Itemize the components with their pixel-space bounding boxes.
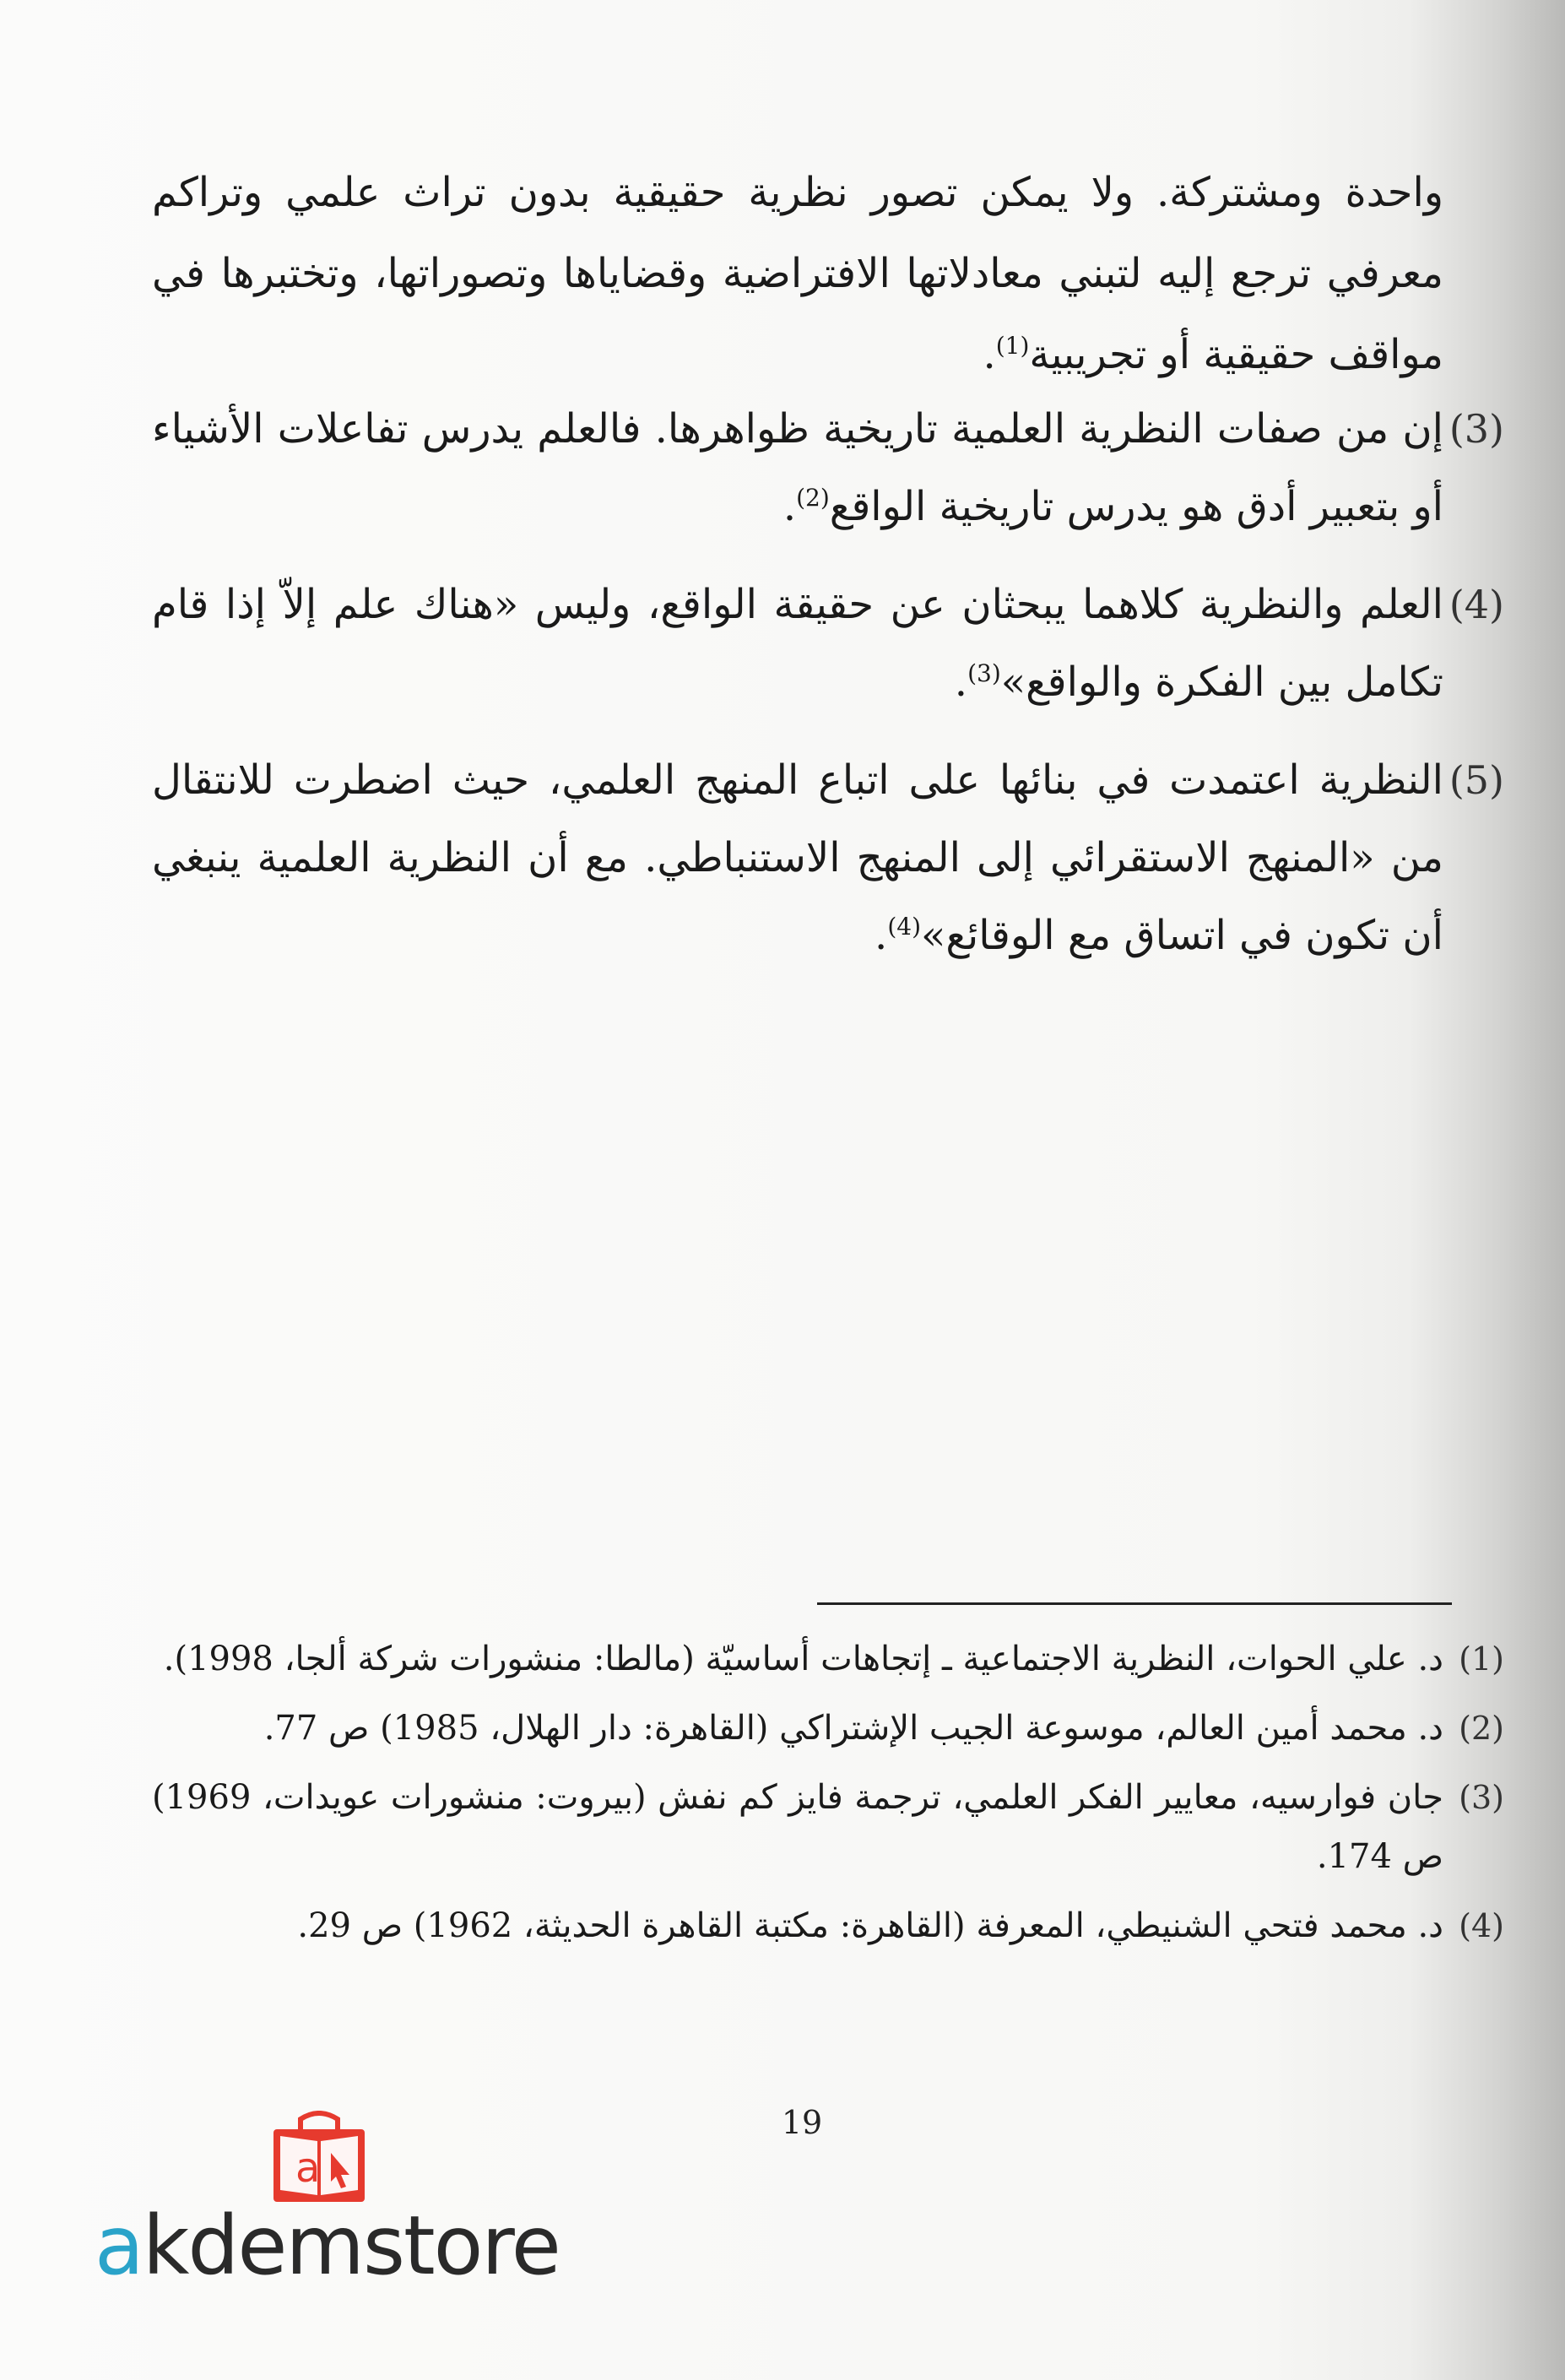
item-text: العلم والنظرية كلاهما يبحثان عن حقيقة الواقع، وليس «هناك علم إلاّ إذا قام تكامل بين الفكرة والواقع»	[152, 581, 1443, 706]
intro-paragraph	[152, 152, 1443, 395]
numbered-item-5	[152, 741, 1504, 974]
period: .	[983, 331, 996, 378]
akdemstore-logo	[95, 2111, 560, 2293]
item-text: النظرية اعتمدت في بنائها على اتباع المنهج العلمي، حيث اضطرت للانتقال من «المنهج الاستقرائي إلى المنهج الاستنباطي. مع أن النظرية العلمية ينبغي أن تكون في اتساق مع الوقائع»	[152, 756, 1444, 959]
item-number: (3)	[1449, 406, 1504, 452]
footnote-ref-4: (4)	[887, 913, 922, 941]
period: .	[875, 912, 888, 959]
footnote	[152, 1768, 1504, 1886]
footnote-ref-1: (1)	[995, 332, 1030, 360]
logo-word-rest: kdemstore	[142, 2198, 560, 2293]
book-cart-icon	[268, 2111, 370, 2205]
footnote-divider	[817, 1602, 1452, 1605]
numbered-item-4	[152, 566, 1504, 721]
icon-letter: a	[295, 2144, 321, 2192]
footnote-number: (4)	[1459, 1907, 1504, 1944]
footnote	[152, 1699, 1504, 1758]
footnote	[152, 1896, 1504, 1955]
footnote-text: د. محمد فتحي الشنيطي، المعرفة (القاهرة: مكتبة القاهرة الحديثة، 1962) ص 29.	[297, 1906, 1443, 1945]
period: .	[782, 483, 797, 530]
footnote-text: د. علي الحوات، النظرية الاجتماعية ـ إتجاهات أساسيّة (مالطا: منشورات شركة ألجا، 1998).	[163, 1640, 1443, 1678]
numbered-item-3	[152, 390, 1504, 545]
period: .	[954, 659, 968, 706]
footnote-ref-2: (2)	[796, 484, 830, 512]
footnote-number: (2)	[1459, 1710, 1504, 1747]
page-number: 19	[781, 2104, 823, 2141]
footnote-text: د. محمد أمين العالم، موسوعة الجيب الإشتراكي (القاهرة: دار الهلال، 1985) ص 77.	[263, 1709, 1443, 1748]
footnote-text: جان فوارسيه، معايير الفكر العلمي، ترجمة فايز كم نفش (بيروت: منشورات عويدات، 1969) ص 174.	[152, 1778, 1443, 1876]
footnotes-list	[152, 1629, 1504, 1965]
footnote-number: (3)	[1459, 1779, 1504, 1816]
logo-wordmark	[95, 2199, 560, 2292]
footnote-number: (1)	[1459, 1640, 1504, 1678]
intro-text: واحدة ومشتركة. ولا يمكن تصور نظرية حقيقية بدون تراث علمي وتراكم معرفي ترجع إليه لتبني معادلاتها الافتراضية وقضاياها وتصوراتها، وتختبرها في مواقف حقيقية أو تجريبية	[152, 169, 1443, 378]
item-text: إن من صفات النظرية العلمية تاريخية ظواهرها. فالعلم يدرس تفاعلات الأشياء أو بتعبير أدق هو يدرس تاريخية الواقع	[152, 405, 1443, 530]
footnote-ref-3: (3)	[967, 659, 1001, 687]
item-number: (5)	[1449, 757, 1504, 803]
item-number: (4)	[1449, 582, 1504, 627]
logo-accent-letter: a	[95, 2198, 143, 2293]
footnote	[152, 1629, 1504, 1689]
